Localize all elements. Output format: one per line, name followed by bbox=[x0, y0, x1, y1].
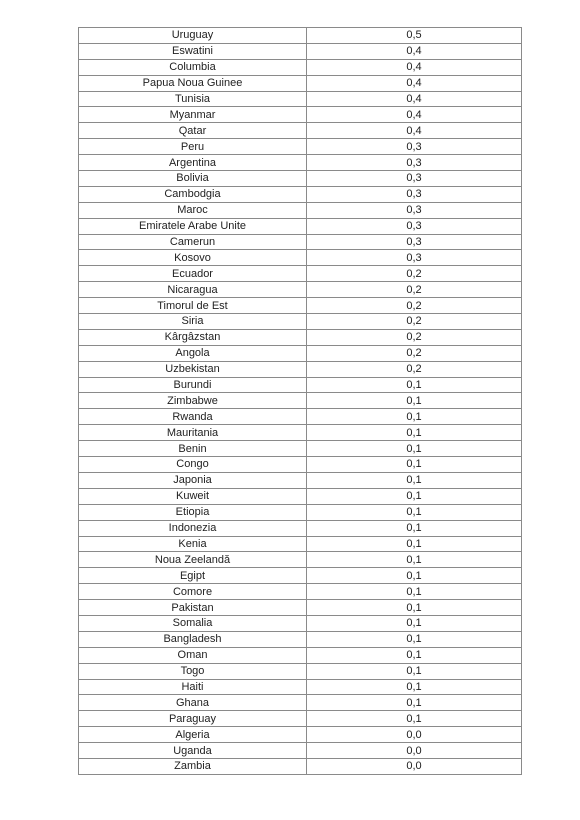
table-row bbox=[79, 171, 522, 187]
country-cell: Congo bbox=[79, 457, 307, 473]
value-cell: 0,1 bbox=[307, 472, 522, 488]
table-body bbox=[79, 28, 522, 775]
country-cell: Siria bbox=[79, 314, 307, 330]
country-cell: Bangladesh bbox=[79, 631, 307, 647]
country-cell: Kuweit bbox=[79, 488, 307, 504]
table-row bbox=[79, 282, 522, 298]
table-row bbox=[79, 393, 522, 409]
table-row bbox=[79, 615, 522, 631]
table-row bbox=[79, 425, 522, 441]
table-row bbox=[79, 345, 522, 361]
country-cell: Ecuador bbox=[79, 266, 307, 282]
country-cell: Tunisia bbox=[79, 91, 307, 107]
value-cell: 0,4 bbox=[307, 59, 522, 75]
table-row bbox=[79, 75, 522, 91]
value-cell: 0,2 bbox=[307, 361, 522, 377]
value-cell: 0,1 bbox=[307, 409, 522, 425]
country-cell: Nicaragua bbox=[79, 282, 307, 298]
table-row bbox=[79, 679, 522, 695]
value-cell: 0,3 bbox=[307, 155, 522, 171]
country-cell: Qatar bbox=[79, 123, 307, 139]
value-cell: 0,1 bbox=[307, 711, 522, 727]
country-cell: Kârgâzstan bbox=[79, 329, 307, 345]
country-cell: Somalia bbox=[79, 615, 307, 631]
table-row bbox=[79, 266, 522, 282]
value-cell: 0,3 bbox=[307, 218, 522, 234]
value-cell: 0,1 bbox=[307, 631, 522, 647]
country-cell: Kosovo bbox=[79, 250, 307, 266]
value-cell: 0,1 bbox=[307, 615, 522, 631]
country-cell: Noua Zeelandă bbox=[79, 552, 307, 568]
table-row bbox=[79, 409, 522, 425]
value-cell: 0,3 bbox=[307, 139, 522, 155]
value-cell: 0,4 bbox=[307, 107, 522, 123]
table-row bbox=[79, 758, 522, 774]
value-cell: 0,4 bbox=[307, 43, 522, 59]
table-row bbox=[79, 155, 522, 171]
country-cell: Eswatini bbox=[79, 43, 307, 59]
value-cell: 0,2 bbox=[307, 314, 522, 330]
value-cell: 0,1 bbox=[307, 425, 522, 441]
country-cell: Indonezia bbox=[79, 520, 307, 536]
country-cell: Togo bbox=[79, 663, 307, 679]
value-cell: 0,1 bbox=[307, 647, 522, 663]
table-row bbox=[79, 536, 522, 552]
value-cell: 0,1 bbox=[307, 504, 522, 520]
table-row bbox=[79, 186, 522, 202]
country-cell: Emiratele Arabe Unite bbox=[79, 218, 307, 234]
value-cell: 0,0 bbox=[307, 727, 522, 743]
country-cell: Mauritania bbox=[79, 425, 307, 441]
value-cell: 0,2 bbox=[307, 298, 522, 314]
value-cell: 0,2 bbox=[307, 345, 522, 361]
country-cell: Kenia bbox=[79, 536, 307, 552]
table-row bbox=[79, 695, 522, 711]
table-row bbox=[79, 91, 522, 107]
value-cell: 0,2 bbox=[307, 282, 522, 298]
country-cell: Myanmar bbox=[79, 107, 307, 123]
country-cell: Egipt bbox=[79, 568, 307, 584]
value-cell: 0,4 bbox=[307, 123, 522, 139]
country-cell: Rwanda bbox=[79, 409, 307, 425]
value-cell: 0,3 bbox=[307, 202, 522, 218]
value-cell: 0,5 bbox=[307, 28, 522, 44]
value-cell: 0,1 bbox=[307, 457, 522, 473]
table-row bbox=[79, 711, 522, 727]
country-cell: Argentina bbox=[79, 155, 307, 171]
table-row bbox=[79, 600, 522, 616]
table-row bbox=[79, 329, 522, 345]
value-cell: 0,0 bbox=[307, 758, 522, 774]
country-cell: Columbia bbox=[79, 59, 307, 75]
value-cell: 0,0 bbox=[307, 743, 522, 759]
country-value-table bbox=[78, 27, 522, 775]
country-cell: Papua Noua Guinee bbox=[79, 75, 307, 91]
table-row bbox=[79, 123, 522, 139]
value-cell: 0,2 bbox=[307, 329, 522, 345]
table-row bbox=[79, 727, 522, 743]
table-row bbox=[79, 504, 522, 520]
country-cell: Uganda bbox=[79, 743, 307, 759]
country-cell: Zambia bbox=[79, 758, 307, 774]
table-row bbox=[79, 520, 522, 536]
value-cell: 0,1 bbox=[307, 520, 522, 536]
value-cell: 0,1 bbox=[307, 600, 522, 616]
value-cell: 0,3 bbox=[307, 234, 522, 250]
table-row bbox=[79, 472, 522, 488]
table-row bbox=[79, 552, 522, 568]
country-cell: Comore bbox=[79, 584, 307, 600]
country-cell: Japonia bbox=[79, 472, 307, 488]
country-cell: Zimbabwe bbox=[79, 393, 307, 409]
country-cell: Uruguay bbox=[79, 28, 307, 44]
country-cell: Peru bbox=[79, 139, 307, 155]
value-cell: 0,1 bbox=[307, 679, 522, 695]
value-cell: 0,1 bbox=[307, 488, 522, 504]
value-cell: 0,1 bbox=[307, 584, 522, 600]
table-row bbox=[79, 43, 522, 59]
value-cell: 0,4 bbox=[307, 75, 522, 91]
table-row bbox=[79, 377, 522, 393]
country-cell: Burundi bbox=[79, 377, 307, 393]
table-row bbox=[79, 250, 522, 266]
table-row bbox=[79, 202, 522, 218]
country-cell: Uzbekistan bbox=[79, 361, 307, 377]
value-cell: 0,3 bbox=[307, 171, 522, 187]
country-cell: Algeria bbox=[79, 727, 307, 743]
country-cell: Camerun bbox=[79, 234, 307, 250]
table-row bbox=[79, 361, 522, 377]
country-cell: Timorul de Est bbox=[79, 298, 307, 314]
country-cell: Paraguay bbox=[79, 711, 307, 727]
table-row bbox=[79, 663, 522, 679]
country-cell: Ghana bbox=[79, 695, 307, 711]
table-row bbox=[79, 28, 522, 44]
table-row bbox=[79, 647, 522, 663]
country-cell: Benin bbox=[79, 441, 307, 457]
table-row bbox=[79, 314, 522, 330]
value-cell: 0,3 bbox=[307, 186, 522, 202]
value-cell: 0,1 bbox=[307, 536, 522, 552]
country-cell: Cambodgia bbox=[79, 186, 307, 202]
table-row bbox=[79, 139, 522, 155]
country-cell: Maroc bbox=[79, 202, 307, 218]
table-row bbox=[79, 59, 522, 75]
country-cell: Oman bbox=[79, 647, 307, 663]
table-row bbox=[79, 441, 522, 457]
table-row bbox=[79, 743, 522, 759]
value-cell: 0,1 bbox=[307, 441, 522, 457]
value-cell: 0,1 bbox=[307, 663, 522, 679]
country-cell: Angola bbox=[79, 345, 307, 361]
value-cell: 0,3 bbox=[307, 250, 522, 266]
value-cell: 0,1 bbox=[307, 393, 522, 409]
country-cell: Bolivia bbox=[79, 171, 307, 187]
country-cell: Pakistan bbox=[79, 600, 307, 616]
table-row bbox=[79, 568, 522, 584]
table-row bbox=[79, 298, 522, 314]
value-cell: 0,1 bbox=[307, 695, 522, 711]
table-row bbox=[79, 488, 522, 504]
value-cell: 0,4 bbox=[307, 91, 522, 107]
table-row bbox=[79, 631, 522, 647]
value-cell: 0,2 bbox=[307, 266, 522, 282]
value-cell: 0,1 bbox=[307, 377, 522, 393]
table-row bbox=[79, 234, 522, 250]
value-cell: 0,1 bbox=[307, 552, 522, 568]
table-row bbox=[79, 218, 522, 234]
country-cell: Etiopia bbox=[79, 504, 307, 520]
table-row bbox=[79, 107, 522, 123]
value-cell: 0,1 bbox=[307, 568, 522, 584]
country-cell: Haiti bbox=[79, 679, 307, 695]
table-row bbox=[79, 584, 522, 600]
table-row bbox=[79, 457, 522, 473]
